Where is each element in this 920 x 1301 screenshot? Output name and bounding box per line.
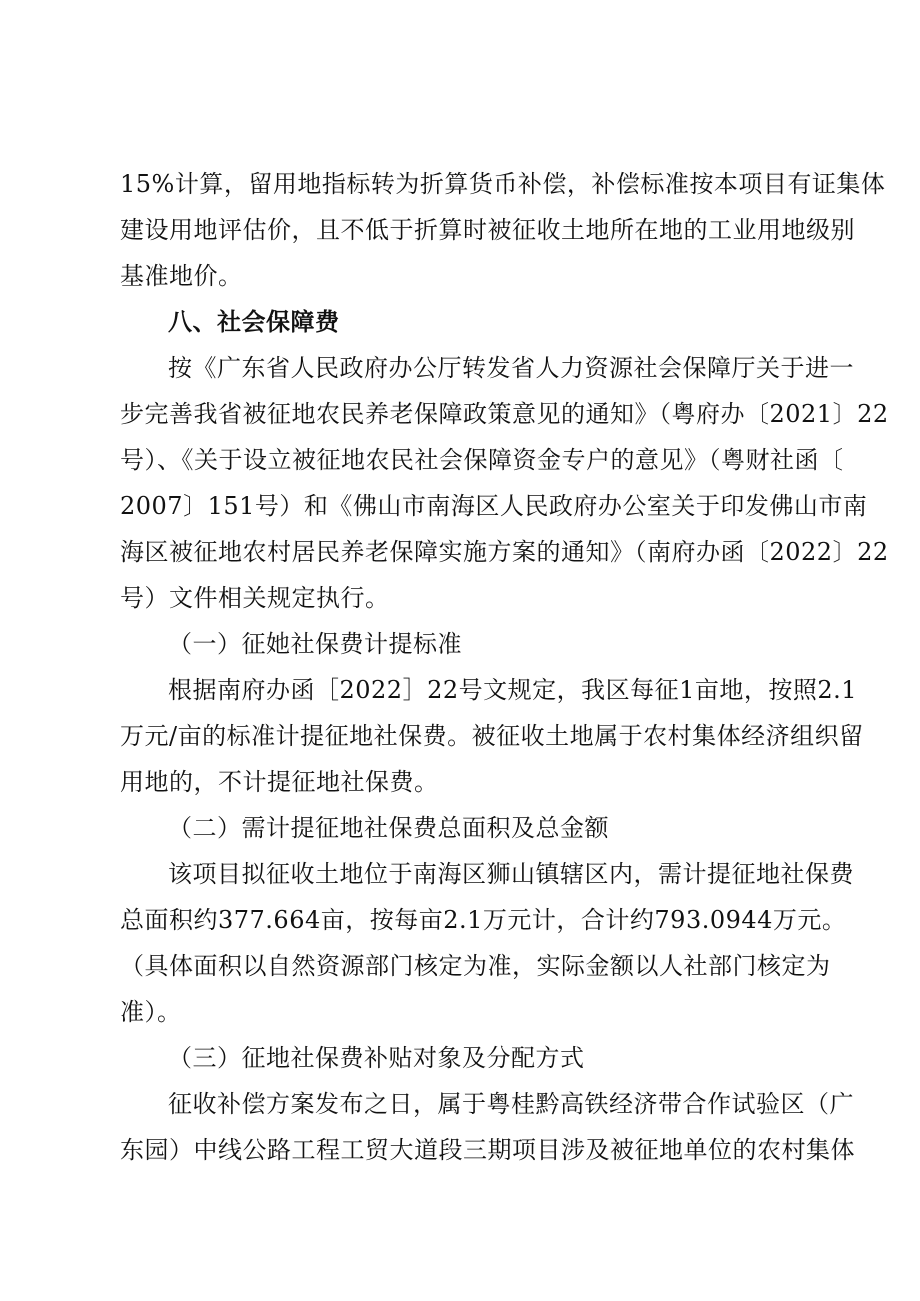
body-text-line: 15%计算，留用地指标转为折算货币补偿，补偿标准按本项目有证集体 [120,170,886,198]
body-text-line: （具体面积以自然资源部门核定为准，实际金额以人社部门核定为 [120,952,831,980]
body-text-line: 基准地价。 [120,262,243,290]
section-heading: 八、社会保障费 [168,308,340,336]
body-text-line: 东园）中线公路工程工贸大道段三期项目涉及被征地单位的农村集体 [120,1136,855,1164]
body-text-line: 用地的，不计提征地社保费。 [120,768,439,796]
body-text-line: 号）、《关于设立被征地农民社会保障资金专户的意见》（粤财社函〔 [120,446,844,474]
body-text-line: 建设用地评估价，且不低于折算时被征收土地所在地的工业用地级别 [120,216,855,244]
body-text-line: 总面积约377.664亩，按每亩2.1万元计，合计约793.0944万元。 [120,906,847,934]
body-text-line: 号）文件相关规定执行。 [120,584,390,612]
body-text-line: 征收补偿方案发布之日，属于粤桂黔高铁经济带合作试验区（广 [168,1090,854,1118]
subsection-heading: （一）征她社保费计提标准 [168,630,462,658]
body-text-line: 2007〕151号）和《佛山市南海区人民政府办公室关于印发佛山市南 [120,492,868,520]
body-text-line: 步完善我省被征地农民养老保障政策意见的通知》（粤府办〔2021〕22 [120,400,889,428]
body-text-line: 按《广东省人民政府办公厅转发省人力资源社会保障厅关于进一 [168,354,854,382]
subsection-heading: （二）需计提征地社保费总面积及总金额 [168,814,609,842]
body-text-line: 该项目拟征收土地位于南海区狮山镇辖区内，需计提征地社保费 [168,860,854,888]
body-text-line: 根据南府办函［2022］22号文规定，我区每征1亩地，按照2.1 [168,676,858,704]
body-text-line: 海区被征地农村居民养老保障实施方案的通知》（南府办函〔2022〕22 [120,538,889,566]
subsection-heading: （三）征地社保费补贴对象及分配方式 [168,1044,585,1072]
body-text-line: 万元/亩的标准计提征地社保费。被征收土地属于农村集体经济组织留 [120,722,864,750]
body-text-line: 准）。 [120,998,182,1026]
